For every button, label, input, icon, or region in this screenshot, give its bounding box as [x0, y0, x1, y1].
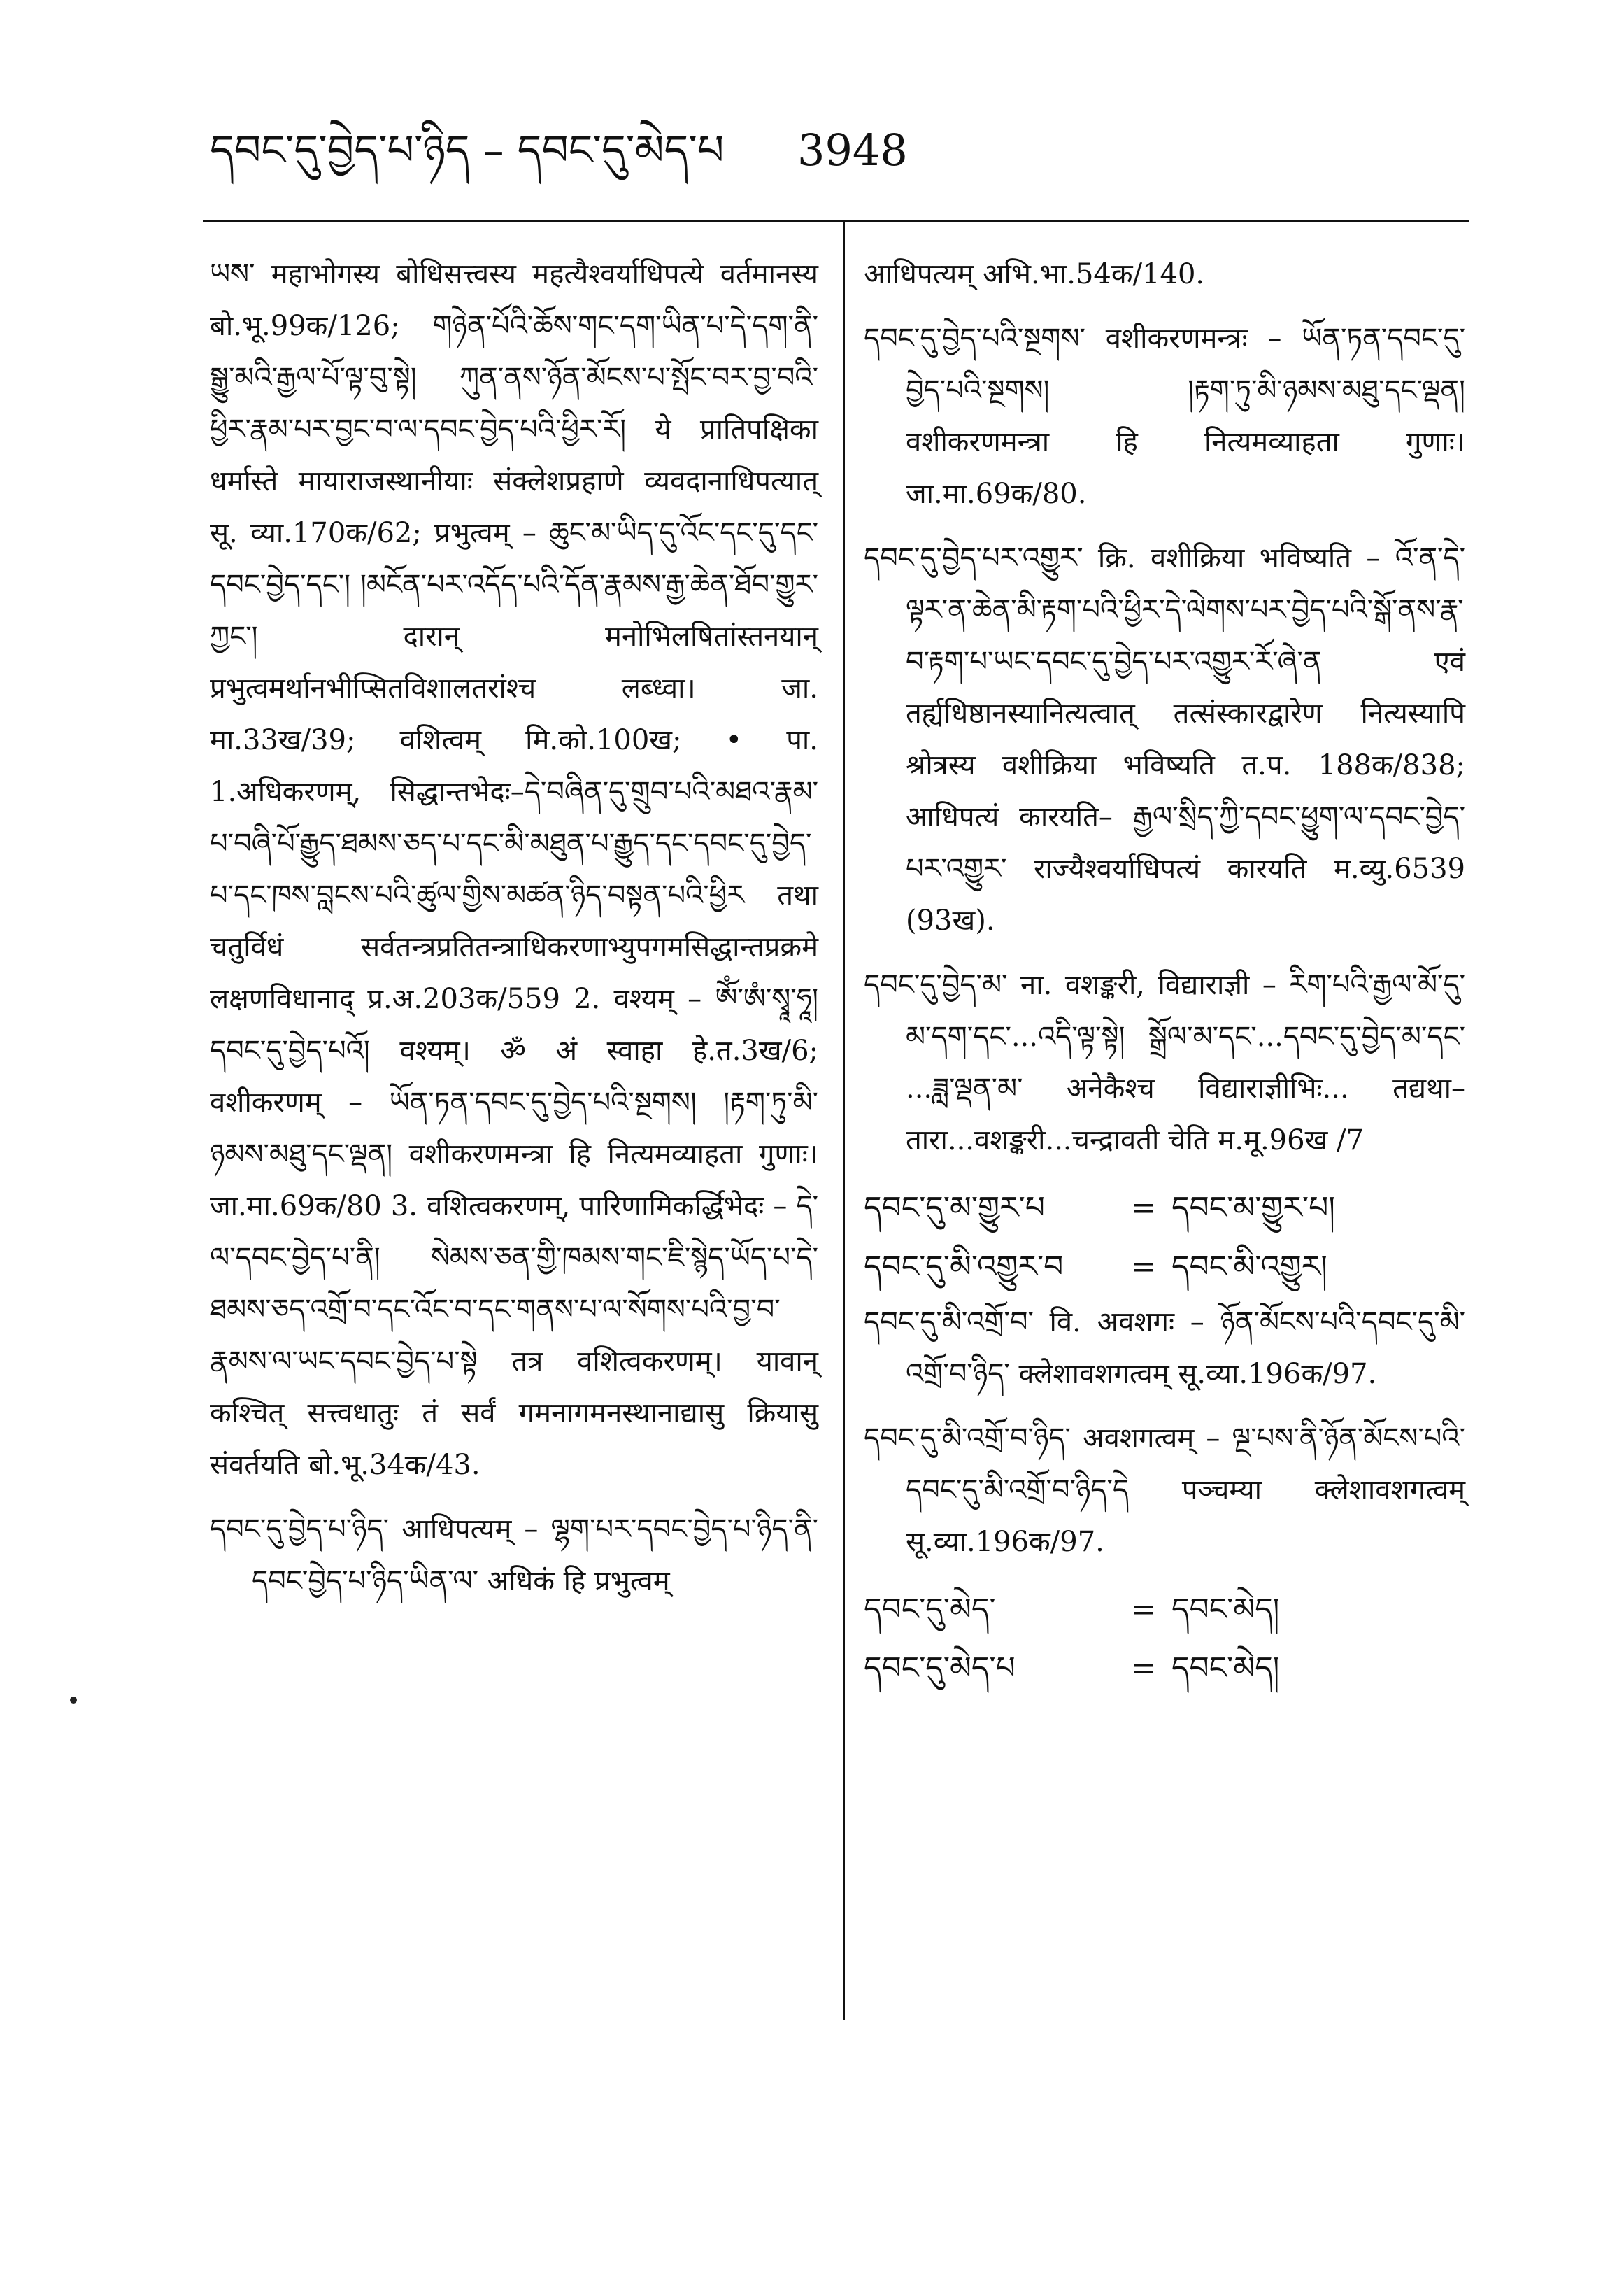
entry-paragraph: དབང་དུ་བྱེད་པ་ཉིད་ आधिपत्यम् – ལྷག་པར་དབང་བྱེད་པ་ཉིད་ནི་དབང་བྱེད་པ་ཉིད་ཡིན་ལ་ अधिकं हि प्रभुत्वम् — [210, 1513, 818, 1597]
xref-term: དབང་དུ་མེད་ — [864, 1592, 996, 1627]
margin-mark — [70, 1697, 77, 1704]
running-head: དབང་དུ་བྱེད་པ་ཉིད – དབང་དུ་མེད་པ — [210, 126, 725, 175]
entry-paragraph: དབང་དུ་བྱེད་པར་འགྱུར་ क्रि. वशीक्रिया भविष्यति – འོ་ན་དེ་ལྟར་ན་ཆེན་མི་རྟག་པའི་ཕྱིར་དེ་ལེགས་པར་བྱེད་པའི་སྒོ་ནས་རྣ་བ་རྟག་པ་ཡང་དབང་དུ་བྱེད་པར་འགྱུར་རོ་ཞེ་ན एवं तर्ह्यधिष्ठानस्यानित्यत्वात् तत्संस्कारद्वारेण नित्यस्यापि श्रोत्रस्य वशीक्रिया भविष्यति त.प. 188क/838; आधिपत्यं कारयति– རྒྱལ་སྲིད་ཀྱི་དབང་ཕྱུག་ལ་དབང་བྱེད་པར་འགྱུར་ राज्यैश्वर्याधिपत्यं कारयति म.व्यु.6539 (93ख). — [864, 542, 1465, 937]
xref-equals: = — [1130, 1592, 1157, 1627]
column-divider — [843, 222, 845, 2020]
xref-equals: = — [1130, 1249, 1157, 1284]
xref-equals: = — [1130, 1650, 1157, 1686]
header-rule — [203, 220, 1469, 222]
entry-paragraph: དབང་དུ་མི་འགྲོ་བ་ཉིད་ अवशगत्वम् – ལྔ་པས་ནི་ཉོན་མོངས་པའི་དབང་དུ་མི་འགྲོ་བ་ཉིད་དེ पञ्चम्या क्लेशावशगत्वम् सू.व्या.196क/97. — [864, 1422, 1465, 1558]
xref-equals: = — [1130, 1190, 1157, 1226]
xref-target: དབང་མེད། — [1171, 1650, 1280, 1686]
xref-term: དབང་དུ་མི་འགྱུར་བ — [864, 1249, 1064, 1284]
right-column — [864, 248, 1465, 1698]
xref-target: དབང་མ་གྱུར་པ། — [1171, 1190, 1336, 1226]
entry-paragraph: དབང་དུ་བྱེད་པའི་སྔགས་ वशीकरणमन्त्रः – ཡོན་ཏན་དབང་དུ་བྱེད་པའི་སྔགས། །རྟག་ཏུ་མི་ཉམས་མཐུ་དང་ལྡན། वशीकरणमन्त्रा हि नित्यमव्याहता गुणाः। जा.मा.69क/80. — [864, 323, 1465, 510]
entry-paragraph: ཡས་ महाभोगस्य बोधिसत्त्वस्य महत्यैश्वर्याधिपत्ये वर्तमानस्य बो.भू.99क/126; གཉེན་པོའི་ཆོས་གང་དག་ཡིན་པ་དེ་དག་ནི་སྒྱུ་མའི་རྒྱལ་པོ་ལྟ་བུ་སྟེ། ཀུན་ནས་ཉོན་མོངས་པ་སྤོང་བར་བྱ་བའི་ཕྱིར་རྣམ་པར་བྱང་བ་ལ་དབང་བྱེད་པའི་ཕྱིར་རོ། ये प्रातिपक्षिका धर्मास्ते मायाराजस्थानीयाः संक्लेशप्रहाणे व्यवदानाधिपत्यात् सू. व्या.170क/62; प्रभुत्वम् – ཆུང་མ་ཡིད་དུ་འོང་དང་དུ་དང་དབང་བྱེད་དང་། །མངོན་པར་འདོད་པའི་དོན་རྣམས་རྒྱ་ཆེན་ཐོབ་གྱུར་ཀྱང་། दारान् मनोभिलषितांस्तनयान् प्रभुत्वमर्थानभीप्सितविशालतरांश्च लब्ध्वा। जा. मा.33ख/39; वशित्वम् मि.को.100ख; • पा. 1.अधिकरणम्, सिद्धान्तभेदः–དེ་བཞིན་དུ་གྲུབ་པའི་མཐའ་རྣམ་པ་བཞི་པོ་རྒྱུད་ཐམས་ཅད་པ་དང་མི་མཐུན་པ་རྒྱུད་དང་དབང་དུ་བྱེད་པ་དང་ཁས་བླངས་པའི་ཚུལ་གྱིས་མཚན་ཉིད་བསྟན་པའི་ཕྱིར तथा चतुर्विधं सर्वतन्त्रप्रतितन्त्राधिकरणाभ्युपगमसिद्धान्तप्रक्रमे लक्षणविधानाद् प्र.अ.203क/559 2. वश्यम् – ཨོཾ་ཨཾ་སྭཱ་ཧཱ། དབང་དུ་བྱེད་པའོ། वश्यम्। ॐ अं स्वाहा हे.त.3ख/6; वशीकरणम् – ཡོན་ཏན་དབང་དུ་བྱེད་པའི་སྔགས། །རྟག་ཏུ་མི་ཉམས་མཐུ་དང་ལྡན། वशीकरणमन्त्रा हि नित्यमव्याहता गुणाः। जा.मा.69क/80 3. वशित्वकरणम्, पारिणामिकर्द्धिभेदः – དེ་ལ་དབང་བྱེད་པ་ནི། སེམས་ཅན་གྱི་ཁམས་གང་ཇི་སྙེད་ཡོད་པ་དེ་ཐམས་ཅད་འགྲོ་བ་དང་འོང་བ་དང་གནས་པ་ལ་སོགས་པའི་བྱ་བ་རྣམས་ལ་ཡང་དབང་བྱེད་པ་སྟེ तत्र वशित्वकरणम्। यावान् कश्चित् सत्त्वधातुः तं सर्वं गमनागमनस्थानाद्यासु क्रियासु संवर्तयति बो.भू.34क/43. — [210, 258, 818, 1481]
cross-reference-entry — [864, 1639, 1437, 1698]
xref-term: དབང་དུ་མེད་པ — [864, 1650, 1016, 1686]
cross-reference-entry — [864, 1179, 1437, 1238]
xref-target: དབང་མེད། — [1171, 1592, 1280, 1627]
xref-term: དབང་དུ་མ་གྱུར་པ — [864, 1190, 1045, 1226]
page-number: 3948 — [797, 125, 908, 176]
entry-paragraph: आधिपत्यम् अभि.भा.54क/140. — [864, 258, 1205, 290]
cross-reference-entry — [864, 1238, 1437, 1296]
xref-target: དབང་མི་འགྱུར། — [1171, 1249, 1327, 1284]
cross-reference-entry — [864, 1580, 1437, 1639]
entry-paragraph: དབང་དུ་མི་འགྲོ་བ་ वि. अवशगः – ཉོན་མོངས་པའི་དབང་དུ་མི་འགྲོ་བ་ཉིད་ क्लेशावशगत्वम् सू.व्या.196क/97. — [864, 1306, 1465, 1390]
entry-paragraph: དབང་དུ་བྱེད་མ་ ना. वशङ्करी, विद्याराज्ञी – རིག་པའི་རྒྱལ་མོ་དུ་མ་དག་དང་...འདི་ལྟ་སྟེ། སྒྲོལ་མ་དང་...དབང་དུ་བྱེད་མ་དང་ ...ཟླ་ལྡན་མ་ अनेकैश्च विद्याराज्ञीभिः... तद्यथा–तारा...वशङ्करी...चन्द्रावती चेति म.मू.96ख /7 — [864, 969, 1465, 1156]
left-column — [210, 248, 818, 1620]
